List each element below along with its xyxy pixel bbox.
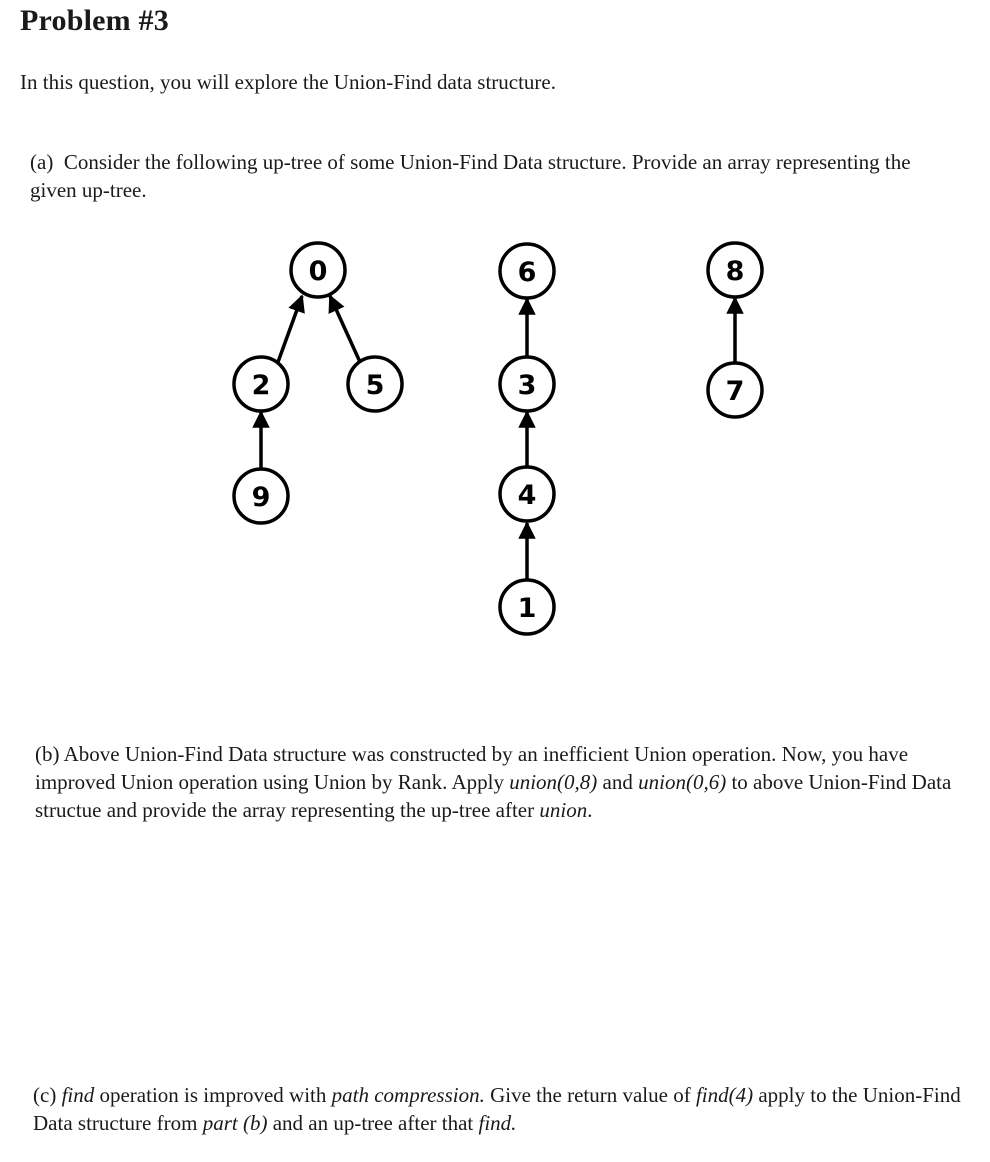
part-b-op2: union(0,6) (638, 770, 727, 794)
part-a-label: (a) (30, 150, 54, 174)
node-8 (708, 243, 762, 297)
part-b-op1: union(0,8) (509, 770, 598, 794)
node-2 (234, 357, 288, 411)
problem-title: Problem #3 (20, 4, 169, 37)
node-1-label: 1 (517, 593, 537, 624)
part-b-t2: and (597, 770, 639, 794)
part-b-t4: . (587, 798, 593, 822)
edge-5-0 (330, 296, 360, 362)
part-b-t3: to above Union-Find Data structue and provide the array representing the up-tree after (35, 770, 952, 822)
node-2-label: 2 (251, 370, 271, 401)
part-c-op3: find(4) (695, 1083, 754, 1107)
node-1 (500, 580, 554, 634)
node-9-label: 9 (251, 482, 271, 513)
part-c-t3: Give the return value of (484, 1083, 696, 1107)
part-c-t4: apply to the Union-Find Data structure from (33, 1083, 961, 1135)
part-b-op3: union (539, 798, 588, 822)
intro-text: In this question, you will explore the Union-Find data structure. (20, 70, 556, 94)
part-a-body: Consider the following up-tree of some Union-Find Data structure. Provide an array representing the given up-tree. (30, 150, 911, 202)
part-c-op1: find (61, 1083, 95, 1107)
part-c-op5: find. (478, 1111, 517, 1135)
node-4 (500, 467, 554, 521)
node-3 (500, 357, 554, 411)
part-c-text (33, 1081, 978, 1137)
part-c-t2: operation is improved with (94, 1083, 332, 1107)
node-6-label: 6 (517, 257, 537, 288)
node-4-label: 4 (517, 480, 537, 511)
part-c-op2: path compression. (331, 1083, 485, 1107)
part-b-text (35, 740, 980, 824)
node-7-label: 7 (725, 376, 745, 407)
edge-2-0 (278, 296, 302, 362)
node-6 (500, 244, 554, 298)
node-7 (708, 363, 762, 417)
part-b-t1: (b) Above Union-Find Data structure was constructed by an inefficient Union operation. Now, you have improved Union operation using Union by Rank. Apply (35, 742, 909, 794)
part-c-t1: (c) (33, 1083, 62, 1107)
node-0-label: 0 (308, 256, 328, 287)
part-c-op4: part (b) (202, 1111, 268, 1135)
node-0 (291, 243, 345, 297)
node-9 (234, 469, 288, 523)
part-c-t5: and an up-tree after that (267, 1111, 479, 1135)
node-3-label: 3 (517, 370, 537, 401)
node-5 (348, 357, 402, 411)
node-5-label: 5 (365, 370, 385, 401)
node-8-label: 8 (725, 256, 745, 287)
